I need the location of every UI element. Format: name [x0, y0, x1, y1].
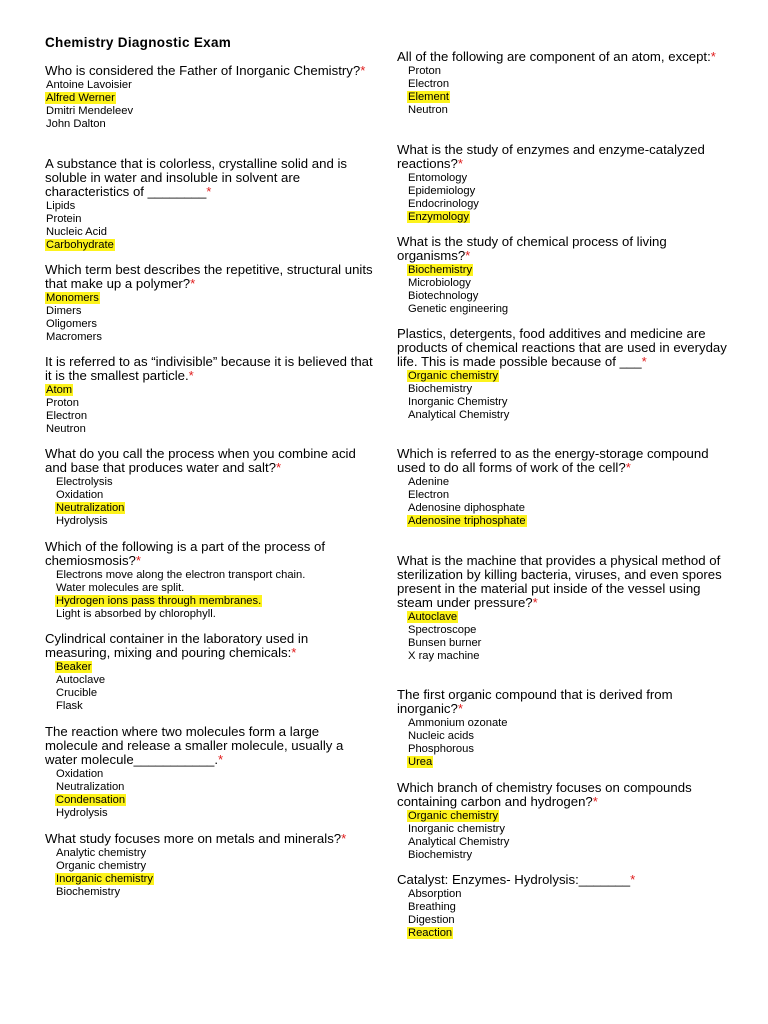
option [407, 730, 737, 743]
option [45, 105, 375, 118]
answer-option [55, 873, 375, 886]
option [55, 768, 375, 781]
option [407, 849, 737, 862]
option-label: Flask [56, 700, 83, 712]
question-label: Which is referred to as the energy-storage compound used to do all forms of work of the cell? [397, 446, 709, 475]
option-label: Water molecules are split. [56, 582, 185, 594]
question-block [45, 447, 375, 528]
option-label: Condensation [56, 794, 126, 806]
option-label: Electron [408, 78, 450, 90]
required-asterisk: * [341, 831, 347, 846]
answer-option [407, 756, 737, 769]
option-label: Element [408, 91, 450, 103]
answer-option [407, 91, 737, 104]
option-list [397, 264, 737, 316]
option-list [45, 292, 375, 344]
option-label: Beaker [56, 661, 92, 673]
option [55, 582, 375, 595]
question-block [45, 832, 375, 899]
question-text [397, 781, 737, 809]
answer-option [45, 384, 375, 397]
question-text [397, 688, 737, 716]
option-label: Oxidation [56, 768, 104, 780]
required-asterisk: * [291, 645, 297, 660]
required-asterisk: * [641, 354, 647, 369]
option [45, 200, 375, 213]
option-label: Absorption [408, 888, 462, 900]
option-label: Dimers [46, 305, 82, 317]
option-list [397, 611, 737, 663]
option [407, 409, 737, 422]
question-text [397, 143, 737, 171]
answer-option [45, 239, 375, 252]
option [407, 396, 737, 409]
option-label: Microbiology [408, 277, 471, 289]
option-list [397, 888, 737, 940]
question-text [45, 157, 375, 199]
option [55, 807, 375, 820]
option-label: Hydrolysis [56, 515, 108, 527]
option [407, 198, 737, 211]
option [55, 608, 375, 621]
option-label: Epidemiology [408, 185, 476, 197]
question-text [45, 632, 375, 660]
option-label: Biochemistry [408, 849, 473, 861]
option-label: Biotechnology [408, 290, 479, 302]
option-label: Adenine [408, 476, 450, 488]
question-text [397, 873, 737, 887]
option-label: Organic chemistry [408, 810, 499, 822]
question-block [45, 263, 375, 344]
required-asterisk: * [190, 276, 196, 291]
question-text [45, 725, 375, 767]
option [407, 823, 737, 836]
option [55, 476, 375, 489]
option [55, 489, 375, 502]
question-text [397, 50, 737, 64]
option-label: Inorganic Chemistry [408, 396, 508, 408]
option-list [397, 172, 737, 224]
option [407, 901, 737, 914]
question-text [45, 832, 375, 846]
option-label: Adenosine diphosphate [408, 502, 525, 514]
question-label: What is the study of enzymes and enzyme-catalyzed reactions? [397, 142, 705, 171]
option-list [45, 384, 375, 436]
required-asterisk: * [188, 368, 194, 383]
option-label: Antoine Lavoisier [46, 79, 132, 91]
option [407, 476, 737, 489]
option [407, 277, 737, 290]
option [45, 318, 375, 331]
option [55, 847, 375, 860]
option-label: Breathing [408, 901, 456, 913]
option-label: Protein [46, 213, 82, 225]
option-label: Digestion [408, 914, 455, 926]
question-label: All of the following are component of an atom, except: [397, 49, 711, 64]
option-label: Neutron [408, 104, 448, 116]
question-label: Who is considered the Father of Inorganic Chemistry? [45, 63, 361, 78]
option-label: Carbohydrate [46, 239, 114, 251]
question-text [45, 355, 375, 383]
option-label: Autoclave [56, 674, 106, 686]
option-label: Organic chemistry [408, 370, 499, 382]
option [45, 213, 375, 226]
option [407, 65, 737, 78]
option [407, 383, 737, 396]
option-label: Light is absorbed by chlorophyll. [56, 608, 216, 620]
answer-option [407, 515, 737, 528]
option-label: Crucible [56, 687, 98, 699]
option-label: X ray machine [408, 650, 480, 662]
required-asterisk: * [457, 156, 463, 171]
required-asterisk: * [532, 595, 538, 610]
question-text [397, 235, 737, 263]
option [407, 743, 737, 756]
question-text [45, 540, 375, 568]
option [55, 674, 375, 687]
option-label: Urea [408, 756, 433, 768]
answer-option [407, 810, 737, 823]
option [407, 888, 737, 901]
option-label: Analytic chemistry [56, 847, 147, 859]
option [55, 687, 375, 700]
option-list [397, 810, 737, 862]
answer-option [55, 595, 375, 608]
option [407, 185, 737, 198]
option [45, 79, 375, 92]
option-label: Biochemistry [56, 886, 121, 898]
option [55, 781, 375, 794]
answer-option [407, 611, 737, 624]
option-label: Electrolysis [56, 476, 113, 488]
option-label: Nucleic Acid [46, 226, 107, 238]
option-label: Neutralization [56, 781, 125, 793]
question-block [45, 64, 375, 131]
option-label: Hydrolysis [56, 807, 108, 819]
option-label: Entomology [408, 172, 468, 184]
question-label: What is the study of chemical process of living organisms? [397, 234, 667, 263]
option [407, 624, 737, 637]
option [407, 172, 737, 185]
question-block [397, 50, 737, 117]
option-label: Electrons move along the electron transport chain. [56, 569, 306, 581]
answer-option [45, 292, 375, 305]
option-label: Atom [46, 384, 73, 396]
option-label: Monomers [46, 292, 99, 304]
option [407, 489, 737, 502]
option [407, 717, 737, 730]
required-asterisk: * [275, 460, 282, 475]
option-label: Genetic engineering [408, 303, 509, 315]
option-label: Organic chemistry [56, 860, 147, 872]
option [407, 104, 737, 117]
question-block [397, 554, 737, 663]
question-label: It is referred to as “indivisible” because it is believed that it is the smallest particle. [45, 354, 373, 383]
option [55, 515, 375, 528]
option-label: Oxidation [56, 489, 104, 501]
option [45, 118, 375, 131]
option-label: Alfred Werner [46, 92, 115, 104]
question-block [397, 781, 737, 862]
required-asterisk: * [218, 752, 224, 767]
option-list [45, 200, 375, 252]
option-label: Biochemistry [408, 383, 473, 395]
question-label: Which branch of chemistry focuses on compounds containing carbon and hydrogen? [397, 780, 692, 809]
option [407, 914, 737, 927]
question-label: Plastics, detergents, food additives and medicine are products of chemical reactions that are used in everyday life. This is made possible because of ___ [397, 326, 727, 369]
required-asterisk: * [625, 460, 631, 475]
option-label: Ammonium ozonate [408, 717, 508, 729]
option-list [397, 65, 737, 117]
question-text [45, 64, 375, 78]
answer-option [45, 92, 375, 105]
required-asterisk: * [457, 701, 463, 716]
option-label: Lipids [46, 200, 76, 212]
option [407, 650, 737, 663]
option-label: Adenosine triphosphate [408, 515, 526, 527]
question-label: The reaction where two molecules form a large molecule and release a smaller molecule, usually a water molecule___________. [45, 724, 344, 767]
question-block [397, 235, 737, 316]
question-block [397, 688, 737, 769]
question-text [45, 447, 375, 475]
question-label: A substance that is colorless, crystalline solid and is soluble in water and insoluble in solvent are characteristics of ________ [45, 156, 347, 199]
required-asterisk: * [710, 49, 716, 64]
option-label: Reaction [408, 927, 453, 939]
question-label: Catalyst: Enzymes- Hydrolysis:_______ [397, 872, 631, 887]
option-label: Neutron [46, 423, 86, 435]
option-label: John Dalton [46, 118, 106, 130]
option-list [45, 79, 375, 131]
question-block [397, 143, 737, 224]
option-label: Spectroscope [408, 624, 477, 636]
option-label: Autoclave [408, 611, 458, 623]
option-label: Dmitri Mendeleev [46, 105, 134, 117]
option-label: Nucleic acids [408, 730, 474, 742]
question-label: Cylindrical container in the laboratory used in measuring, mixing and pouring chemicals: [45, 631, 309, 660]
option-label: Inorganic chemistry [56, 873, 153, 885]
option-label: Neutralization [56, 502, 125, 514]
option-label: Analytical Chemistry [408, 836, 510, 848]
question-block [45, 725, 375, 820]
question-text [397, 327, 737, 369]
option [45, 226, 375, 239]
option-list [45, 661, 375, 713]
required-asterisk: * [135, 553, 142, 568]
answer-option [407, 370, 737, 383]
option-label: Proton [408, 65, 441, 77]
answer-option [55, 661, 375, 674]
required-asterisk: * [630, 872, 636, 887]
question-label: The first organic compound that is derived from inorganic? [397, 687, 673, 716]
question-label: What is the machine that provides a physical method of sterilization by killing bacteria, viruses, and even spores present in the material put inside of the vessel using steam under pressure? [397, 553, 722, 610]
option-label: Analytical Chemistry [408, 409, 510, 421]
option-label: Oligomers [46, 318, 97, 330]
question-block [397, 327, 737, 422]
option [45, 305, 375, 318]
answer-option [407, 927, 737, 940]
option [45, 397, 375, 410]
question-block [397, 873, 737, 940]
option-list [45, 476, 375, 528]
answer-option [55, 502, 375, 515]
option-label: Biochemistry [408, 264, 473, 276]
option-label: Endocrinology [408, 198, 479, 210]
question-label: Which of the following is a part of the process of chemiosmosis? [45, 539, 326, 568]
option-label: Inorganic chemistry [408, 823, 505, 835]
exam-title: Chemistry Diagnostic Exam [45, 35, 232, 50]
question-block [45, 632, 375, 713]
option-label: Enzymology [408, 211, 469, 223]
option-list [397, 717, 737, 769]
option-list [45, 768, 375, 820]
answer-option [55, 794, 375, 807]
option-list [45, 569, 375, 621]
question-text [397, 447, 737, 475]
option [407, 502, 737, 515]
option [45, 410, 375, 423]
option [55, 860, 375, 873]
required-asterisk: * [360, 63, 366, 78]
option [45, 423, 375, 436]
option [407, 290, 737, 303]
question-block [45, 355, 375, 436]
option-label: Bunsen burner [408, 637, 482, 649]
option [45, 331, 375, 344]
required-asterisk: * [206, 184, 212, 199]
question-label: What study focuses more on metals and minerals? [45, 831, 342, 846]
required-asterisk: * [465, 248, 471, 263]
option-label: Macromers [46, 331, 102, 343]
option [407, 637, 737, 650]
question-label: Which term best describes the repetitive, structural units that make up a polymer? [45, 262, 373, 291]
answer-option [407, 211, 737, 224]
option-label: Electron [46, 410, 88, 422]
option [407, 836, 737, 849]
question-block [45, 540, 375, 621]
option [407, 303, 737, 316]
required-asterisk: * [592, 794, 598, 809]
question-text [397, 554, 737, 610]
option-list [397, 476, 737, 528]
option-label: Proton [46, 397, 79, 409]
option-label: Hydrogen ions pass through membranes. [56, 595, 262, 607]
option-list [397, 370, 737, 422]
option-label: Phosphorous [408, 743, 474, 755]
question-block [45, 157, 375, 252]
option-list [45, 847, 375, 899]
option [407, 78, 737, 91]
option [55, 700, 375, 713]
option [55, 569, 375, 582]
question-text [45, 263, 375, 291]
question-block [397, 447, 737, 528]
option [55, 886, 375, 899]
option-label: Electron [408, 489, 450, 501]
answer-option [407, 264, 737, 277]
question-label: What do you call the process when you combine acid and base that produces water and salt? [45, 446, 356, 475]
